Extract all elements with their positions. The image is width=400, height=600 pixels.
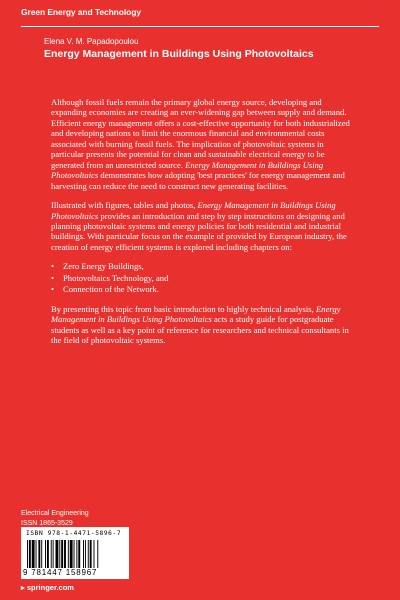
paragraph-text: Illustrated with figures, tables and photos, (51, 200, 198, 211)
paragraph-text: Although fossil fuels remain the primary global energy source, developing and expanding economies are creating an ever-widening gap between supply and demand. Efficient energy management offers a cost-effective opportunity for both industrialized and developing nations to limit the enormous financial and environmental costs associated with burning fossil fuels. The implication of photovoltaic systems in particular presents the potential for clean and sustainable electrical energy to be generated from an unrestricted source. (51, 97, 350, 170)
barcode-bars (27, 540, 123, 568)
isbn-label: ISBN 978-1-4471-5896-7 (26, 530, 122, 537)
paragraph-text: provides an introduction and step by step instructions on designing and planning photovoltaic systems and energy policies for both residential and industrial buildings. With particular focus on the example of provided by European industry, the creation of energy efficient systems is explored including chapters on: (51, 210, 347, 252)
blurb-paragraph-3 (51, 304, 356, 346)
book-title-inline: Energy Management in Buildings Using Photovoltaics (51, 303, 341, 325)
blurb-paragraph-2 (51, 200, 356, 252)
paragraph-text: By presenting this topic from basic introduction to highly technical analysis, (51, 303, 316, 314)
author-name: Elena V. M. Papadopoulou (44, 37, 139, 46)
list-item: • Zero Energy Buildings, (51, 261, 356, 271)
book-title-inline: Energy Management in Buildings Using Photovoltaics (51, 200, 336, 221)
barcode-digits: 9 781447 158967 (23, 568, 98, 577)
book-title-inline: Energy Management in Buildings Using Photovoltaics (51, 159, 324, 181)
series-name: Green Energy and Technology (21, 7, 141, 17)
website-label: springer.com (26, 583, 74, 592)
paragraph-text: acts a study guide for postgraduate students as well as a key point of reference for researchers and technical consultants in the field of photovoltaic systems. (51, 314, 349, 346)
arrow-icon: ▸ (21, 583, 27, 592)
paragraph-text: demonstrates how adopting 'best practices' for energy management and harvesting can reduce the need to construct new generating facilities. (51, 170, 345, 191)
website-link[interactable] (21, 583, 74, 592)
barcode (21, 527, 129, 579)
chapter-list (51, 261, 356, 294)
subject-label: Electrical Engineering (21, 510, 89, 517)
list-item: • Connection of the Network. (51, 284, 356, 294)
book-title: Energy Management in Buildings Using Photovoltaics (44, 48, 314, 60)
list-item: • Photovoltaics Technology, and (51, 273, 356, 283)
blurb (51, 97, 356, 355)
subject-block (21, 509, 89, 529)
header-rule (21, 26, 379, 27)
blurb-paragraph-1 (51, 97, 356, 191)
issn-label: ISSN 1865-3529 (21, 520, 73, 527)
